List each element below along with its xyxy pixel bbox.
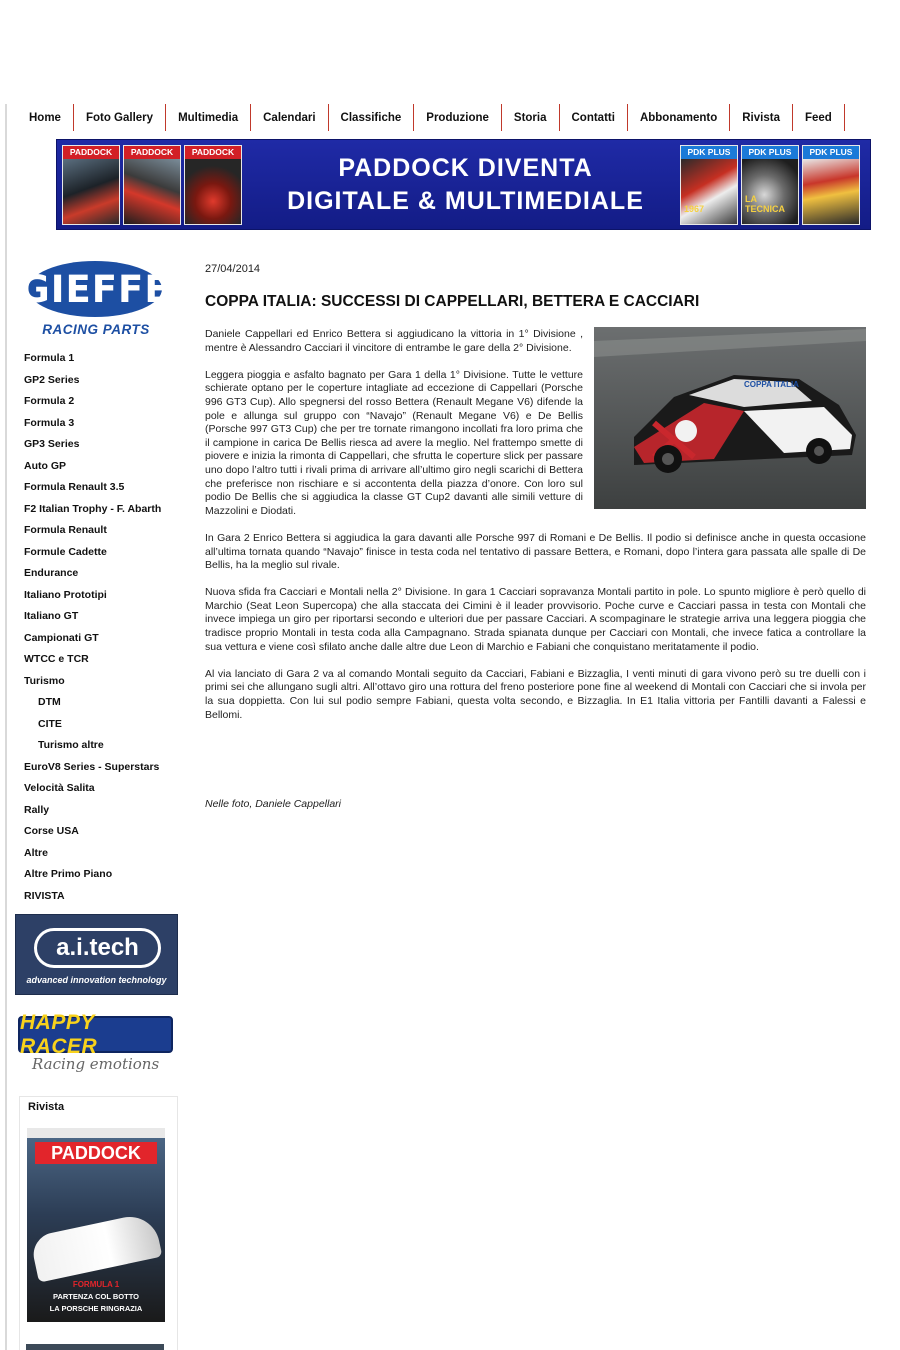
banner-magazine-art xyxy=(124,159,180,224)
submenu-item-dtm[interactable]: DTM xyxy=(38,696,61,708)
menu-item-eurov8-superstars[interactable]: EuroV8 Series - Superstars xyxy=(24,760,160,773)
nav-rivista[interactable]: Rivista xyxy=(730,104,793,131)
menu-item-altre-primo-piano[interactable]: Altre Primo Piano xyxy=(24,868,113,880)
nav-calendari[interactable]: Calendari xyxy=(251,104,328,131)
menu-item-formula-1[interactable]: Formula 1 xyxy=(24,352,75,364)
aitech-tagline: advanced innovation technology xyxy=(26,975,167,985)
menu-item-formula-2[interactable]: Formula 2 xyxy=(24,395,75,407)
banner-magazine-cover xyxy=(62,145,120,225)
menu-item-italiano-prototipi[interactable]: Italiano Prototipi xyxy=(24,588,107,601)
cover-headline-3: LA PORSCHE RINGRAZIA xyxy=(49,1304,143,1313)
paddock-digitale-banner[interactable] xyxy=(56,139,871,230)
article-title: COPPA ITALIA: SUCCESSI DI CAPPELLARI, BETTERA E CACCIARI xyxy=(205,293,700,310)
menu-item-velocita-salita[interactable]: Velocità Salita xyxy=(24,782,95,794)
banner-pdkplus-art xyxy=(742,159,798,224)
happy-racer-logo-text: HAPPY RACER xyxy=(20,1010,98,1058)
nav-multimedia[interactable]: Multimedia xyxy=(166,104,251,131)
rivista-widget xyxy=(19,1096,178,1350)
gieffe-racing-parts-logo[interactable] xyxy=(19,255,171,340)
menu-item-formula-renault[interactable]: Formula Renault xyxy=(24,524,107,536)
nav-classifiche[interactable]: Classifiche xyxy=(329,104,415,131)
banner-magazine-title: PADDOCK xyxy=(63,146,119,159)
banner-pdkplus-title: PDK PLUS xyxy=(681,146,737,159)
page-left-border xyxy=(5,104,7,1350)
happy-racer-logo xyxy=(18,1010,173,1058)
menu-item-endurance[interactable]: Endurance xyxy=(24,567,79,579)
menu-item-rally[interactable]: Rally xyxy=(24,803,50,816)
cover-headline-2: PARTENZA COL BOTTO xyxy=(53,1292,139,1301)
menu-item-auto-gp[interactable]: Auto GP xyxy=(24,459,66,472)
nav-abbonamento[interactable]: Abbonamento xyxy=(628,104,730,131)
menu-item-f2-italian-trophy[interactable]: F2 Italian Trophy - F. Abarth xyxy=(24,502,162,515)
category-menu xyxy=(24,348,184,907)
happy-racer-sponsor-banner[interactable] xyxy=(18,1012,176,1086)
nav-storia[interactable]: Storia xyxy=(502,104,560,131)
article-body xyxy=(205,328,866,736)
menu-item-formula-3[interactable]: Formula 3 xyxy=(24,416,75,429)
banner-headline xyxy=(253,152,678,218)
banner-pdkplus-cover xyxy=(680,145,738,225)
banner-pdkplus-caption: 1967 xyxy=(684,204,705,214)
menu-item-gp3-series[interactable]: GP3 Series xyxy=(24,438,80,450)
aitech-sponsor-banner[interactable] xyxy=(15,914,178,995)
article-paragraph: Nuova sfida fra Cacciari e Montali nella 2° Divisione. In gara 1 Cacciari sopravanza Montali partito in pole. Lo spunto migliore è però quello di Marchio (Seat Leon Supercopa) che alla staccata dei Cimini è il leader provvisorio. Poche curve e Cacciari passa in testa con Montali che invece impiega un giro per riportarsi secondo e ulteriori due per passare Cacciari. A scompaginare le strategie arriva una leggera pioggia che tradisce proprio Montali in testa coda alla Campagnano. Strada spianata dunque per Cacciari con Montali, che invece fatica a controllare la sua vettura e viene così sfilato anche dalle altre due Leon di Marchio e Fabiani che conquistano meritatamente il podio. xyxy=(205,586,866,653)
nav-foto-gallery[interactable]: Foto Gallery xyxy=(74,104,166,131)
gieffe-logo-subtitle: RACING PARTS xyxy=(42,322,150,337)
banner-pdkplus-title: PDK PLUS xyxy=(803,146,859,159)
menu-item-turismo[interactable]: Turismo xyxy=(24,674,65,687)
cover-car-illustration xyxy=(30,1211,163,1282)
banner-pdkplus-cover xyxy=(802,145,860,225)
nav-contatti[interactable]: Contatti xyxy=(560,104,628,131)
banner-headline-line1: PADDOCK DIVENTA xyxy=(338,154,593,182)
banner-magazine-title: PADDOCK xyxy=(124,146,180,159)
cover-headline-1: FORMULA 1 xyxy=(72,1280,120,1289)
banner-pdkplus-caption: LA TECNICA xyxy=(745,194,785,214)
menu-item-altre[interactable]: Altre xyxy=(24,846,48,859)
menu-item-formula-renault-35[interactable]: Formula Renault 3.5 xyxy=(24,481,125,493)
gieffe-logo-text: GIEFFE xyxy=(19,267,171,311)
article-paragraph: Daniele Cappellari ed Enrico Bettera si aggiudicano la vittoria in 1° Divisione , mentre è Alessandro Cacciari il vincitore di entrambe le gare della 2° Divisione. xyxy=(205,328,583,354)
banner-pdkplus-art xyxy=(681,159,737,224)
rivista-next-cover[interactable] xyxy=(26,1344,164,1350)
menu-item-campionati-gt[interactable]: Campionati GT xyxy=(24,631,99,644)
cover-header-strip xyxy=(27,1128,165,1138)
rivista-cover-image[interactable] xyxy=(27,1128,165,1322)
nav-home[interactable]: Home xyxy=(17,104,74,131)
banner-pdkplus-cover xyxy=(741,145,799,225)
banner-magazine-title: PADDOCK xyxy=(185,146,241,159)
menu-item-gp2-series[interactable]: GP2 Series xyxy=(24,373,80,386)
menu-item-italiano-gt[interactable]: Italiano GT xyxy=(24,610,79,622)
photo-caption: Nelle foto, Daniele Cappellari xyxy=(205,798,341,810)
aitech-logo-text: a.i.tech xyxy=(34,928,161,968)
banner-magazine-cover xyxy=(123,145,181,225)
menu-item-corse-usa[interactable]: Corse USA xyxy=(24,825,79,837)
banner-headline-line2: DIGITALE & MULTIMEDIALE xyxy=(287,187,644,215)
banner-magazine-art xyxy=(185,159,241,224)
banner-magazine-cover xyxy=(184,145,242,225)
menu-item-rivista[interactable]: RIVISTA xyxy=(24,889,65,902)
nav-feed[interactable]: Feed xyxy=(793,104,845,131)
cover-logo: PADDOCK xyxy=(35,1142,157,1164)
rivista-widget-title: Rivista xyxy=(28,1101,65,1113)
article-paragraph: Al via lanciato di Gara 2 va al comando Montali seguito da Cacciari, Fabiani e Bizzaglia, I venti minuti di gara vivono però su tre duelli con i primi sei che allungano sugli altri. All’ottavo giro una rottura del freno posteriore pone fine al weekend di Montali con Cacciari che si invola per la sua doppietta. Con lui sul podio sempre Fabiani, questa volta secondo, e Bizzaglia. In E1 Italia vittoria per Fantilli davanti a Falessi e Bellomi. xyxy=(205,667,866,721)
banner-magazine-art xyxy=(63,159,119,224)
banner-pdkplus-title: PDK PLUS xyxy=(742,146,798,159)
banner-pdkplus-art xyxy=(803,159,859,224)
menu-item-formule-cadette[interactable]: Formule Cadette xyxy=(24,545,107,558)
happy-racer-tagline: Racing emotions xyxy=(32,1055,160,1073)
main-nav xyxy=(17,104,845,131)
article-date: 27/04/2014 xyxy=(205,263,261,275)
nav-produzione[interactable]: Produzione xyxy=(414,104,502,131)
gieffe-logo-oval xyxy=(19,261,171,317)
article-paragraph: In Gara 2 Enrico Bettera si aggiudica la gara davanti alle Porsche 997 di Romani e De Bellis. Il podio si definisce anche in questa occasione all’ultima tornata quando “Navajo” finisce in testa coda nel tentativo di passare Bettera, e Romani, dopo l’intera gara passata alle spalle di De Bellis, ha la meglio sul rivale. xyxy=(205,531,866,572)
car-windshield-decal: COPPA ITALIA xyxy=(744,380,799,389)
submenu-item-turismo-altre[interactable]: Turismo altre xyxy=(38,739,104,751)
submenu-item-cite[interactable]: CITE xyxy=(38,717,62,730)
article-paragraph: Leggera pioggia e asfalto bagnato per Gara 1 della 1° Divisione. Tutte le vetture schierate optano per le coperture intagliate ad eccezione di Cappellari (Porsche 996 GT3 Cup). Allo spegnersi del rosso Bettera (Renault Megane V6) difende la pole e allunga sul gruppo con “Navajo” (Renault Megane V6) e De Bellis (Porsche 997 GT3 Cup) che per tre tornate rimangono incollati fra loro prima che il campione in carica De Bellis riesca ad avere la meglio. Nel frattempo smette di piovere e inizia la rimonta di Cappellari, che sfrutta le coperture slick per passare uno dopo l’altro tutti i rivali prima di arrivare all’ultimo giro negli scarichi di Bettera che preferisce non rischiare e si accontenta della piazza d’onore. Con loro sul podio De Bellis che si aggiudica la classe GT Cup2 davanti alle simili vetture di Mazzolini e Diodati. xyxy=(205,368,583,517)
menu-item-wtcc-tcr[interactable]: WTCC e TCR xyxy=(24,653,89,665)
